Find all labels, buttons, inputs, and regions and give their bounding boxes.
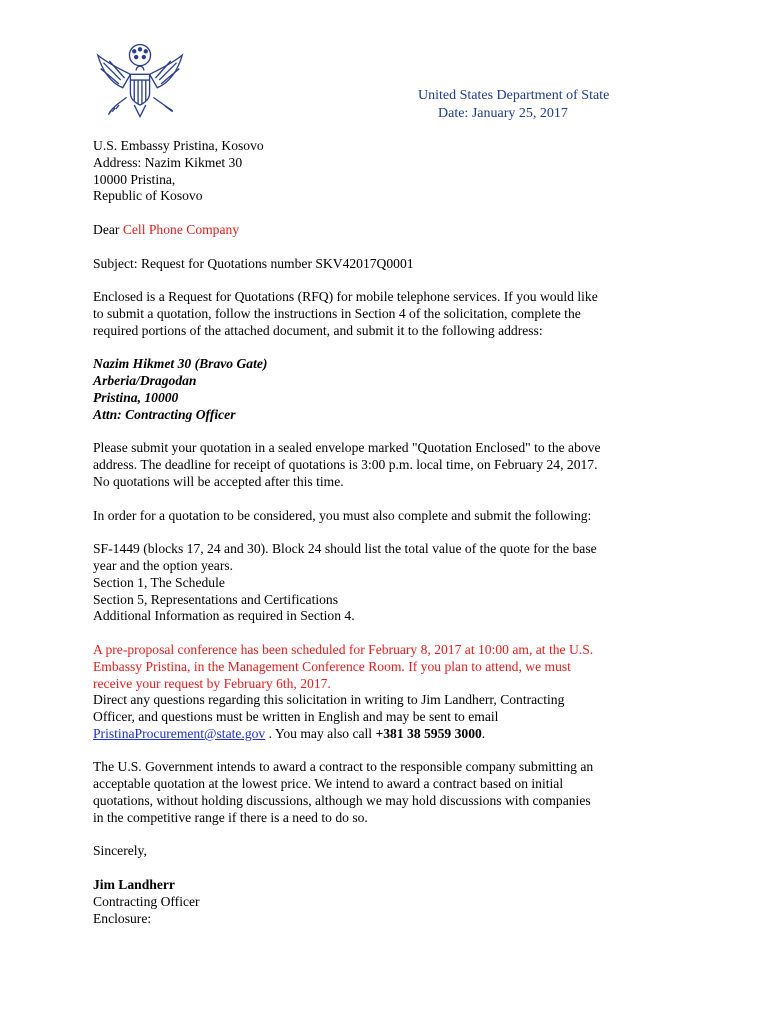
phone-number: +381 38 5959 3000 — [375, 725, 482, 741]
sender-line: Address: Nazim Kikmet 30 — [93, 154, 243, 170]
paragraph-line: The U.S. Government intends to award a contract to the responsible company submitting an — [93, 759, 594, 775]
subject-line: Subject: Request for Quotations number SKV42017Q0001 — [93, 255, 414, 271]
paragraph-line: in the competitive range if there is a need to do so. — [93, 809, 368, 825]
sender-line: U.S. Embassy Pristina, Kosovo — [93, 138, 264, 153]
closing: Sincerely, — [93, 843, 147, 859]
conference-notice — [93, 642, 693, 692]
paragraph-line: to submit a quotation, follow the instructions in Section 4 of the solicitation, complete the — [93, 305, 581, 321]
delivery-address — [93, 356, 693, 423]
requirement-line: year and the option years. — [93, 557, 234, 573]
requirement-line: Additional Information as required in Section 4. — [93, 608, 355, 624]
sender-line: Republic of Kosovo — [93, 188, 203, 204]
great-seal-icon — [92, 34, 188, 130]
requirement-line: Section 1, The Schedule — [93, 574, 225, 590]
award-paragraph — [93, 759, 693, 826]
signatory-name: Jim Landherr — [93, 877, 175, 893]
paragraph-line: Officer, and questions must be written in English and may be sent to email — [93, 709, 499, 725]
address-line: Attn: Contracting Officer — [93, 406, 236, 422]
requirement-line: Section 5, Representations and Certifications — [93, 591, 339, 607]
paragraph-line: required portions of the attached document, and submit it to the following address: — [93, 322, 543, 338]
paragraph-line: Enclosed is a Request for Quotations (RFQ) for mobile telephone services. If you would like — [93, 289, 598, 305]
signature-block — [93, 877, 693, 927]
letter-date: Date: January 25, 2017 — [438, 106, 568, 121]
address-line: Pristina, 10000 — [93, 389, 179, 405]
paragraph-line: address. The deadline for receipt of quotations is 3:00 p.m. local time, on February 24, 2017. — [93, 457, 598, 473]
sender-line: 10000 Pristina, — [93, 171, 176, 187]
paragraph-line: No quotations will be accepted after this time. — [93, 473, 344, 489]
address-line: Nazim Hikmet 30 (Bravo Gate) — [93, 356, 268, 372]
letterhead — [418, 87, 609, 123]
contact-end: . — [481, 725, 486, 741]
email-link[interactable]: PristinaProcurement@state.gov — [93, 725, 266, 741]
letter-body — [93, 138, 693, 927]
department-name: United States Department of State — [418, 88, 610, 103]
intro-paragraph — [93, 289, 693, 339]
enclosure-label: Enclosure: — [93, 910, 152, 926]
paragraph-line: Direct any questions regarding this solicitation in writing to Jim Landherr, Contracting — [93, 692, 565, 708]
signatory-title: Contracting Officer — [93, 893, 200, 909]
recipient-name: Cell Phone Company — [122, 221, 240, 237]
requirement-line: SF-1449 (blocks 17, 24 and 30). Block 24 should list the total value of the quote for the base — [93, 541, 597, 557]
notice-line: A pre-proposal conference has been scheduled for February 8, 2017 at 10:00 am, at the U.S. — [93, 641, 594, 657]
notice-line: Embassy Pristina, in the Management Conference Room. If you plan to attend, we must — [93, 658, 571, 674]
address-line: Arberia/Dragodan — [93, 373, 197, 389]
requirements-list — [93, 541, 693, 625]
paragraph-line: Please submit your quotation in a sealed envelope marked "Quotation Enclosed" to the above — [93, 440, 601, 456]
sender-address — [93, 138, 693, 205]
paragraph-line: quotations, without holding discussions, although we may hold discussions with companies — [93, 793, 591, 809]
contact-line — [93, 726, 693, 743]
salutation — [93, 222, 693, 239]
submission-paragraph — [93, 440, 693, 490]
notice-line: receive your request by February 6th, 2017. — [93, 675, 331, 691]
contact-text: . You may also call — [265, 725, 376, 741]
requirements-intro: In order for a quotation to be considered, you must also complete and submit the following: — [93, 507, 592, 523]
salutation-prefix: Dear — [93, 221, 123, 237]
paragraph-line: acceptable quotation at the lowest price. We intend to award a contract based on initial — [93, 776, 564, 792]
questions-paragraph — [93, 692, 693, 742]
